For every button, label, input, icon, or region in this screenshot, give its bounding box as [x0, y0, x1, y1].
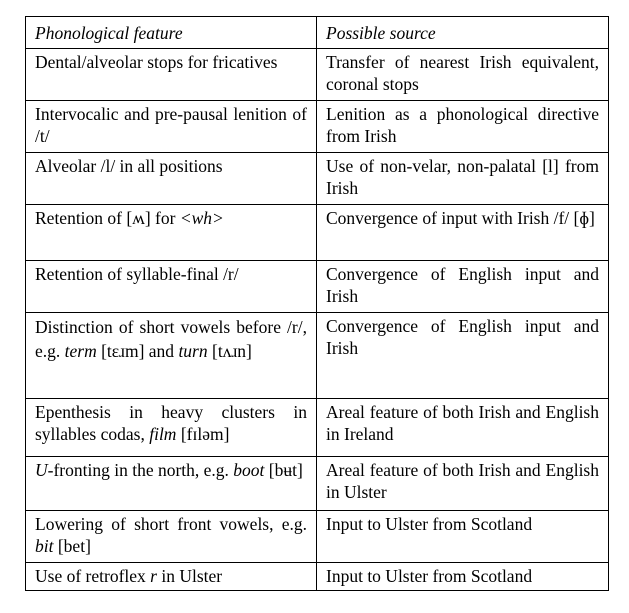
feature-emphasis: boot: [233, 460, 265, 480]
table-row: [26, 563, 609, 591]
table-row: [26, 49, 609, 101]
feature-cell: [26, 399, 317, 457]
source-cell: Convergence of English input and Irish: [317, 313, 609, 399]
feature-text: Distinction of short vowels before /r/, e.g.: [35, 317, 307, 361]
phonological-features-table: [25, 16, 609, 591]
feature-emphasis: film: [149, 424, 177, 444]
feature-emphasis: <wh>: [179, 208, 224, 228]
source-cell: Convergence of input with Irish /f/ [ɸ]: [317, 205, 609, 261]
source-cell: Transfer of nearest Irish equivalent, coronal stops: [317, 49, 609, 101]
source-cell: Areal feature of both Irish and English in Ireland: [317, 399, 609, 457]
feature-text: [bʉt]: [264, 460, 303, 480]
feature-emphasis: bit: [35, 536, 54, 556]
source-cell: Areal feature of both Irish and English in Ulster: [317, 457, 609, 511]
source-cell: Lenition as a phonological directive from Irish: [317, 101, 609, 153]
header-possible-source: Possible source: [317, 17, 609, 49]
table-row: [26, 261, 609, 313]
feature-cell: [26, 457, 317, 511]
feature-text: Use of retroflex: [35, 566, 151, 586]
table-row: [26, 153, 609, 205]
feature-text: [bet]: [53, 536, 91, 556]
feature-cell: [26, 511, 317, 563]
feature-emphasis: term: [64, 341, 97, 361]
feature-text: Retention of [ʍ] for: [35, 208, 180, 228]
feature-cell: Dental/alveolar stops for fricatives: [26, 49, 317, 101]
feature-emphasis: turn: [178, 341, 208, 361]
feature-cell: [26, 313, 317, 399]
feature-text: -fronting in the north, e.g.: [47, 460, 234, 480]
feature-cell: Retention of syllable-final /r/: [26, 261, 317, 313]
feature-text: Lowering of short front vowels, e.g.: [35, 514, 307, 534]
feature-text: [fɪləm]: [176, 424, 230, 444]
table-row: [26, 101, 609, 153]
table-header-row: [26, 17, 609, 49]
feature-text: [tʌɹn]: [207, 341, 252, 361]
feature-emphasis: r: [150, 566, 157, 586]
table-row: [26, 511, 609, 563]
table-row: [26, 205, 609, 261]
feature-text: [tɛɹm] and: [96, 341, 179, 361]
feature-emphasis: U: [35, 460, 48, 480]
feature-cell: Alveolar /l/ in all positions: [26, 153, 317, 205]
source-cell: Input to Ulster from Scotland: [317, 563, 609, 591]
source-cell: Input to Ulster from Scotland: [317, 511, 609, 563]
table-row: [26, 399, 609, 457]
feature-cell: [26, 563, 317, 591]
header-phonological-feature: Phonological feature: [26, 17, 317, 49]
feature-text: Epenthesis in heavy clusters in syllables codas,: [35, 402, 307, 444]
table-row: [26, 457, 609, 511]
source-cell: Use of non-velar, non-palatal [l] from Irish: [317, 153, 609, 205]
source-cell: Convergence of English input and Irish: [317, 261, 609, 313]
feature-text: in Ulster: [156, 566, 223, 586]
table-row: [26, 313, 609, 399]
feature-cell: [26, 205, 317, 261]
feature-cell: Intervocalic and pre-pausal lenition of /t/: [26, 101, 317, 153]
